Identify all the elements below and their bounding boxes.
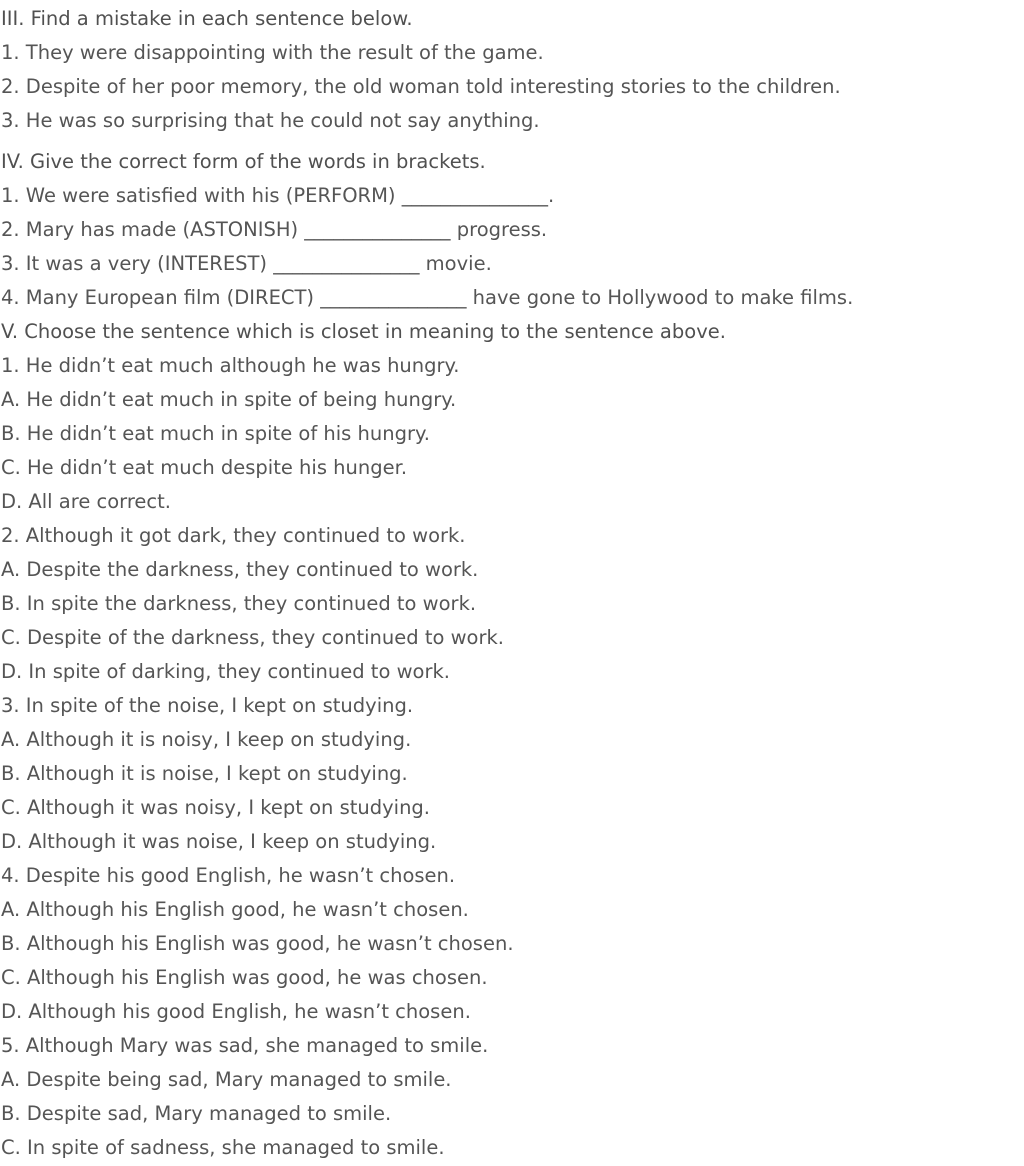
question-option: B. Although it is noise, I kept on studying. <box>1 762 408 785</box>
question-option: B. Although his English was good, he wasn’t chosen. <box>1 932 514 955</box>
section-iv-item-3: 3. It was a very (INTEREST) _______________ movie. <box>1 252 492 275</box>
question-stem: 1. He didn’t eat much although he was hungry. <box>1 354 460 377</box>
worksheet <box>0 2 1024 1165</box>
question-option: C. Despite of the darkness, they continued to work. <box>1 626 504 649</box>
question-stem: 3. In spite of the noise, I kept on studying. <box>1 694 414 717</box>
question-option: C. Although it was noisy, I kept on studying. <box>1 796 431 819</box>
section-iv-item-4: 4. Many European film (DIRECT) _______________ have gone to Hollywood to make films. <box>1 286 854 309</box>
question-stem: 5. Although Mary was sad, she managed to smile. <box>1 1034 489 1057</box>
question-option: A. Despite the darkness, they continued to work. <box>1 558 479 581</box>
question-option: C. Although his English was good, he was chosen. <box>1 966 488 989</box>
question-option: D. Although it was noise, I keep on studying. <box>1 830 437 853</box>
question-option: B. He didn’t eat much in spite of his hungry. <box>1 422 430 445</box>
question-option: B. In spite the darkness, they continued to work. <box>1 592 477 615</box>
question-option: A. Although it is noisy, I keep on studying. <box>1 728 412 751</box>
question-option: D. All are correct. <box>1 490 171 513</box>
section-iii-item-2: 2. Despite of her poor memory, the old woman told interesting stories to the children. <box>1 75 841 98</box>
section-iii-heading: III. Find a mistake in each sentence below. <box>1 7 413 30</box>
question-option: A. He didn’t eat much in spite of being hungry. <box>1 388 457 411</box>
question-option: D. In spite of darking, they continued to work. <box>1 660 450 683</box>
section-iv-item-2: 2. Mary has made (ASTONISH) _______________ progress. <box>1 218 548 241</box>
question-option: C. He didn’t eat much despite his hunger. <box>1 456 408 479</box>
section-iv-item-1: 1. We were satisfied with his (PERFORM) _______________. <box>1 184 555 207</box>
question-option: A. Despite being sad, Mary managed to smile. <box>1 1068 452 1091</box>
section-iii-item-1: 1. They were disappointing with the result of the game. <box>1 41 544 64</box>
question-stem: 4. Despite his good English, he wasn’t chosen. <box>1 864 456 887</box>
section-iv-heading: IV. Give the correct form of the words in brackets. <box>1 150 486 173</box>
question-option: A. Although his English good, he wasn’t chosen. <box>1 898 469 921</box>
question-option: D. Although his good English, he wasn’t chosen. <box>1 1000 471 1023</box>
question-option: B. Despite sad, Mary managed to smile. <box>1 1102 392 1125</box>
section-iii-item-3: 3. He was so surprising that he could not say anything. <box>1 109 540 132</box>
question-option: C. In spite of sadness, she managed to smile. <box>1 1136 445 1159</box>
section-v-heading: V. Choose the sentence which is closet in meaning to the sentence above. <box>1 320 726 343</box>
question-stem: 2. Although it got dark, they continued to work. <box>1 524 466 547</box>
